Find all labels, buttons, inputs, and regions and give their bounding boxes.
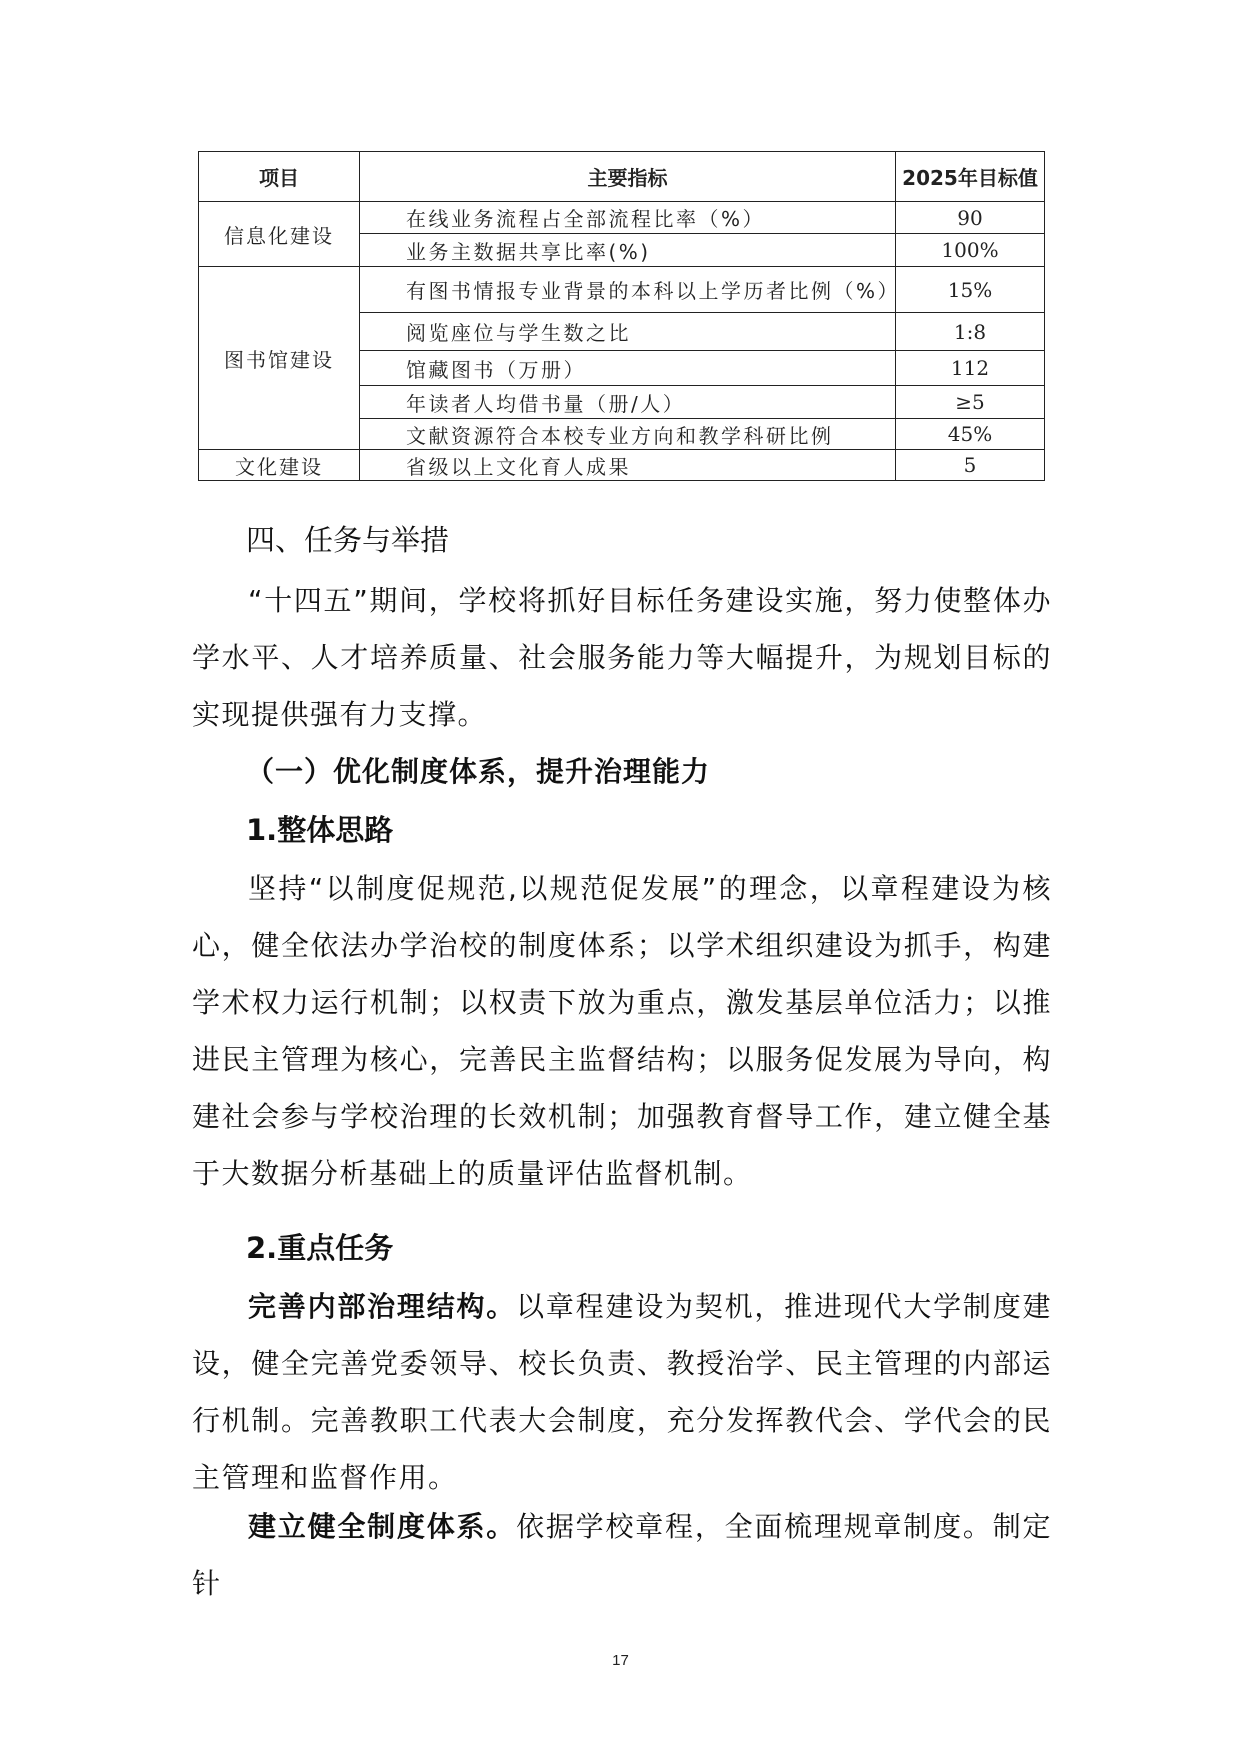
heading-key-tasks: 2.重点任务 bbox=[246, 1231, 394, 1265]
category-cell: 文化建设 bbox=[199, 450, 360, 481]
intro-paragraph: “十四五”期间，学校将抓好目标任务建设实施，努力使整体办学水平、人才培养质量、社会服务能力等大幅提升，为规划目标的实现提供强有力支撑。 bbox=[192, 584, 1052, 731]
target-cell: 112 bbox=[896, 351, 1045, 386]
table-header-row bbox=[199, 152, 1045, 202]
header-indicator: 主要指标 bbox=[360, 152, 896, 202]
category-cell: 信息化建设 bbox=[199, 202, 360, 267]
paragraph-lead: 完善内部治理结构。 bbox=[248, 1290, 517, 1323]
system-paragraph bbox=[192, 1498, 1052, 1612]
table-row bbox=[199, 267, 1045, 313]
paragraph-lead: 建立健全制度体系。 bbox=[248, 1510, 517, 1543]
target-cell: 1:8 bbox=[896, 313, 1045, 351]
indicator-cell: 年读者人均借书量（册/人） bbox=[360, 386, 896, 419]
header-item: 项目 bbox=[199, 152, 360, 202]
indicator-cell: 阅览座位与学生数之比 bbox=[360, 313, 896, 351]
indicator-cell: 在线业务流程占全部流程比率（%） bbox=[360, 202, 896, 234]
target-cell: 15% bbox=[896, 267, 1045, 313]
overall-idea-paragraph: 坚持“以制度促规范,以规范促发展”的理念，以章程建设为核心，健全依法办学治校的制度体系；以学术组织建设为抓手，构建学术权力运行机制；以权责下放为重点，激发基层单位活力；以推进民主管理为核心，完善民主监督结构；以服务促发展为导向，构建社会参与学校治理的长效机制；加强教育督导工作，建立健全基于大数据分析基础上的质量评估监督机制。 bbox=[192, 872, 1052, 1190]
target-cell: ≥5 bbox=[896, 386, 1045, 419]
indicator-cell: 文献资源符合本校专业方向和教学科研比例 bbox=[360, 419, 896, 450]
indicator-cell: 业务主数据共享比率(%) bbox=[360, 234, 896, 267]
table-row bbox=[199, 450, 1045, 481]
table-row bbox=[199, 202, 1045, 234]
heading-overall-idea: 1.整体思路 bbox=[246, 813, 394, 847]
indicator-cell: 有图书情报专业背景的本科以上学历者比例（%） bbox=[360, 267, 896, 313]
kpi-table bbox=[198, 151, 1045, 481]
paragraph-body: 以章程建设为契机，推进现代大学制度建设，健全完善党委领导、校长负责、教授治学、民主管理的内部运行机制。完善教职工代表大会制度，充分发挥教代会、学代会的民主管理和监督作用。 bbox=[192, 1290, 1052, 1494]
target-cell: 45% bbox=[896, 419, 1045, 450]
target-cell: 90 bbox=[896, 202, 1045, 234]
target-cell: 5 bbox=[896, 450, 1045, 481]
section-title: 四、任务与举措 bbox=[246, 523, 450, 557]
indicator-cell: 省级以上文化育人成果 bbox=[360, 450, 896, 481]
indicator-cell: 馆藏图书（万册） bbox=[360, 351, 896, 386]
category-cell: 图书馆建设 bbox=[199, 267, 360, 450]
header-target: 2025年目标值 bbox=[896, 152, 1045, 202]
subsection-title: （一）优化制度体系，提升治理能力 bbox=[246, 755, 711, 788]
target-cell: 100% bbox=[896, 234, 1045, 267]
governance-paragraph bbox=[192, 1278, 1052, 1506]
paragraph-body: 依据学校章程，全面梳理规章制度。制定针 bbox=[192, 1510, 1052, 1600]
page-number: 17 bbox=[612, 1652, 629, 1669]
